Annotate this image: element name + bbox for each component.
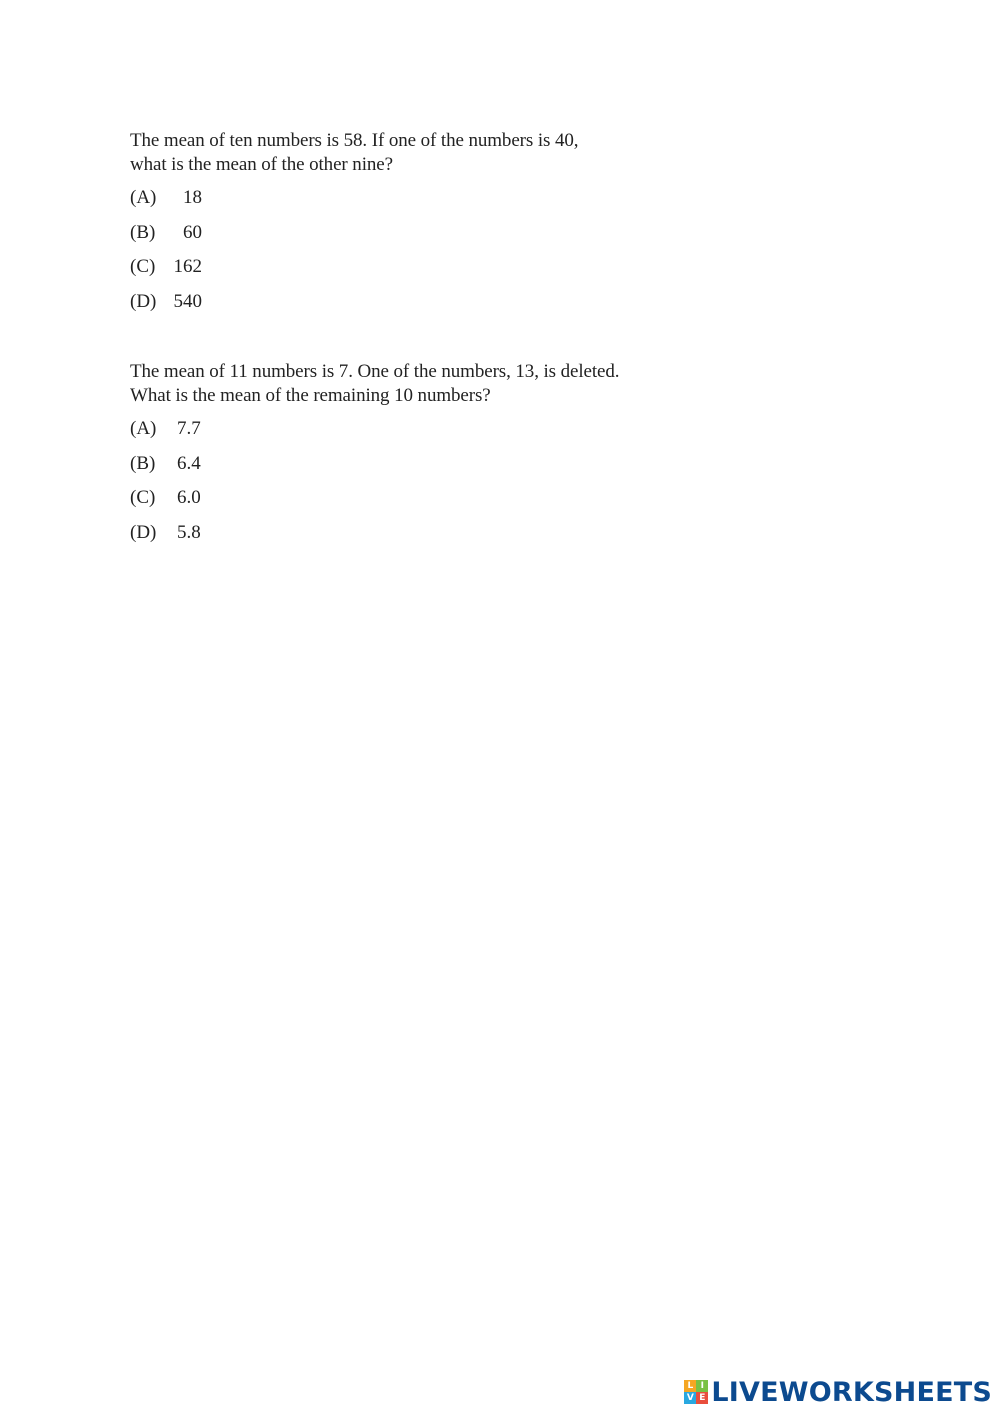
option-letter: (D) [130, 521, 157, 543]
option-value: 60 [183, 221, 202, 243]
stem-line: What is the mean of the remaining 10 numbers? [130, 385, 491, 406]
option-d[interactable] [130, 522, 690, 557]
logo-mark-letter: I [696, 1380, 708, 1392]
options-list [130, 187, 690, 325]
option-letter: (D) [130, 290, 157, 312]
question-stem [130, 129, 690, 177]
option-value: 5.8 [177, 521, 201, 543]
option-letter: (A) [130, 418, 157, 439]
option-value: 7.7 [177, 418, 201, 439]
logo-mark-icon [684, 1380, 708, 1404]
option-b[interactable] [130, 222, 690, 257]
stem-line: The mean of ten numbers is 58. If one of the numbers is 40, [130, 130, 579, 151]
question-stem [130, 360, 690, 408]
logo-mark-letter: L [684, 1380, 696, 1392]
option-value: 6.0 [177, 487, 201, 508]
stem-line: what is the mean of the other nine? [130, 154, 393, 175]
option-letter: (A) [130, 187, 157, 208]
option-a[interactable] [130, 418, 690, 453]
option-a[interactable] [130, 187, 690, 222]
question-2 [130, 360, 690, 556]
logo-mark-letter: E [696, 1392, 708, 1404]
option-c[interactable] [130, 256, 690, 291]
logo-mark-letter: V [684, 1392, 696, 1404]
option-b[interactable] [130, 453, 690, 488]
stem-line: The mean of 11 numbers is 7. One of the numbers, 13, is deleted. [130, 361, 620, 382]
logo-text: LIVEWORKSHEETS [711, 1376, 992, 1408]
option-value: 540 [173, 290, 202, 312]
option-letter: (C) [130, 487, 156, 508]
option-letter: (C) [130, 256, 156, 277]
options-list [130, 418, 690, 556]
option-value: 162 [173, 256, 202, 277]
option-value: 18 [183, 187, 202, 208]
option-letter: (B) [130, 221, 156, 243]
liveworksheets-logo [684, 1377, 992, 1407]
option-c[interactable] [130, 487, 690, 522]
question-1 [130, 129, 690, 325]
option-letter: (B) [130, 452, 156, 474]
option-d[interactable] [130, 291, 690, 326]
option-value: 6.4 [177, 452, 201, 474]
